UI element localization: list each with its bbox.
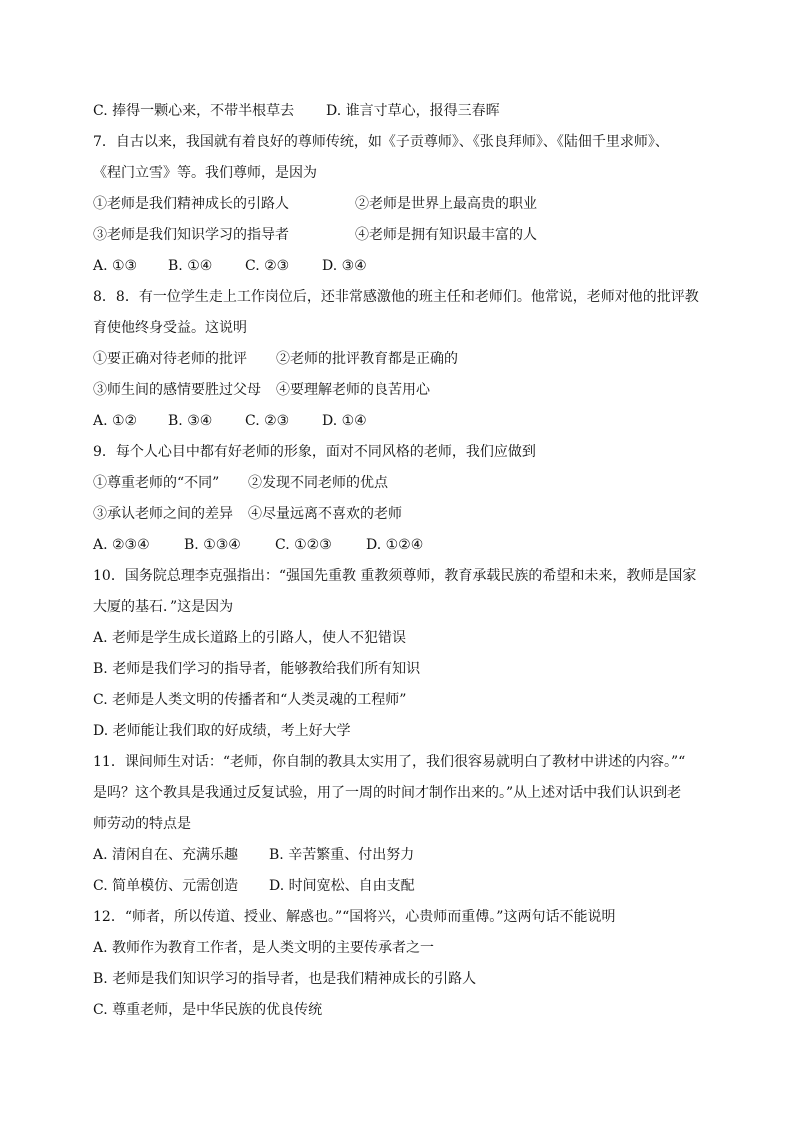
q8-stem-line-1: 8．8．有一位学生走上工作岗位后，还非常感激他的班主任和老师们。他常说，老师对他的批评教 [93,289,699,305]
q7-stem-line-1: 7．自古以来，我国就有着良好的尊师传统，如《子贡尊师》、《张良拜师》、《陆佃千里求师》、 [93,134,669,150]
q7-statement-1: ①老师是我们精神成长的引路人 [93,196,289,212]
q7-option-a: A. ①③ [93,258,138,274]
q8-statement-2: ②老师的批评教育都是正确的 [276,351,458,367]
q9-statements-34 [93,505,733,523]
q10-option-d: D. 老师能让我们取的好成绩，考上好大学 [93,723,351,739]
q9-statement-3: ③承认老师之间的差异 [93,506,233,522]
q10-stem-line-2: 大厦的基石．”这是因为 [93,599,234,615]
q11-options-ab [93,846,733,864]
q8-statements-12 [93,350,733,368]
q11-option-a: A. 清闲自在、充满乐趣 [93,847,239,863]
q6-options-cd [93,102,733,120]
q10-stem-line-1: 10．国务院总理李克强指出：“强国先重教 重教须尊师，教育承载民族的希望和未来，教师是国家 [93,568,697,584]
q10-option-a: A. 老师是学生成长道路上的引路人，使人不犯错误 [93,630,407,646]
q9-stem: 9．每个人心目中都有好老师的形象，面对不同风格的老师，我们应做到 [93,444,536,460]
q9-option-c: C. ①②③ [275,537,332,553]
q9-option-b: B. ①③④ [184,537,241,553]
q11-stem-line-2: 是吗？这个教具是我通过反复试验，用了一周的时间才制作出来的。”从上述对话中我们认识到老 [93,785,682,801]
q11-option-b: B. 辛苦繁重、付出努力 [269,847,415,863]
q11-stem-line-3: 师劳动的特点是 [93,816,191,832]
q11-options-cd [93,877,733,895]
q8-option-c: C. ②③ [245,413,290,429]
q11-stem-line-1: 11．课间师生对话：“老师，你自制的教具太实用了，我们很容易就明白了教材中讲述的内容。”“ [93,754,686,770]
q9-statement-4: ④尽量远离不喜欢的老师 [248,506,402,522]
q8-option-d: D. ①④ [322,413,367,429]
q12-option-a: A. 教师作为教育工作者，是人类文明的主要传承者之一 [93,940,435,956]
q6-option-d: D. 谁言寸草心，报得三春晖 [326,103,500,119]
q7-answer-options [93,257,733,275]
q8-statements-34 [93,381,733,399]
q9-option-a: A. ②③④ [93,537,150,553]
q7-statement-2: ②老师是世界上最高贵的职业 [355,196,537,212]
q8-answer-options [93,412,733,430]
q7-statements-12 [93,195,733,213]
q9-statement-1: ①尊重老师的“不同” [93,475,220,491]
q12-option-b: B. 老师是我们知识学习的指导者，也是我们精神成长的引路人 [93,971,477,987]
q9-option-d: D. ①②④ [366,537,424,553]
q7-stem-line-2: 《程门立雪》等。我们尊师，是因为 [93,165,317,181]
q10-option-c: C. 老师是人类文明的传播者和“人类灵魂的工程师” [93,692,407,708]
q8-option-b: B. ③④ [168,413,213,429]
q8-statement-1: ①要正确对待老师的批评 [93,351,247,367]
q8-statement-3: ③师生间的感情要胜过父母 [93,382,261,398]
q12-stem: 12．“师者，所以传道、授业、解惑也。”“国将兴，心贵师而重傅。”这两句话不能说明 [93,909,616,925]
q6-option-c: C. 捧得一颗心来，不带半根草去 [93,103,295,119]
q12-option-c: C. 尊重老师，是中华民族的优良传统 [93,1002,323,1018]
q11-option-c: C. 简单模仿、元需创造 [93,878,239,894]
q7-option-d: D. ③④ [322,258,367,274]
q9-answer-options [93,536,733,554]
q7-option-c: C. ②③ [245,258,290,274]
q11-option-d: D. 时间宽松、自由支配 [269,878,415,894]
q7-option-b: B. ①④ [168,258,213,274]
q7-statements-34 [93,226,733,244]
q7-statement-4: ④老师是拥有知识最丰富的人 [355,227,537,243]
q7-statement-3: ③老师是我们知识学习的指导者 [93,227,289,243]
q8-stem-line-2: 育使他终身受益。这说明 [93,320,247,336]
q10-option-b: B. 老师是我们学习的指导者，能够教给我们所有知识 [93,661,421,677]
q9-statements-12 [93,474,733,492]
q8-statement-4: ④要理解老师的良苦用心 [276,382,430,398]
q8-option-a: A. ①② [93,413,138,429]
q9-statement-2: ②发现不同老师的优点 [248,475,388,491]
